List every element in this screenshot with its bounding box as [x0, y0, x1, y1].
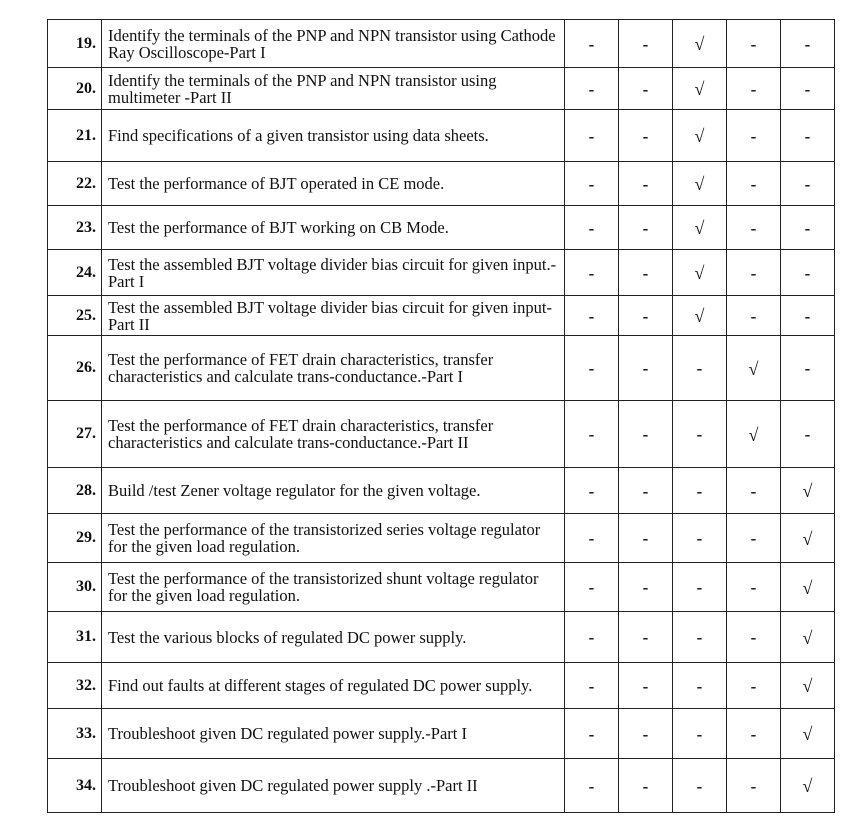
practical-description: Find out faults at different stages of regulated DC power supply.	[102, 663, 565, 709]
mapping-cell	[565, 663, 619, 709]
mapping-cell	[619, 110, 673, 162]
table-row	[48, 514, 835, 563]
mapping-cell	[565, 336, 619, 401]
practical-number: 32.	[48, 663, 102, 709]
table-row	[48, 336, 835, 401]
mapping-cell	[619, 468, 673, 514]
mapping-cell	[619, 612, 673, 663]
check-mark: √	[694, 263, 705, 283]
dash-mark: -	[804, 263, 811, 283]
table-row	[48, 110, 835, 162]
mapping-cell	[673, 296, 727, 336]
practical-description: Build /test Zener voltage regulator for the given voltage.	[102, 468, 565, 514]
mapping-cell	[781, 514, 835, 563]
dash-mark: -	[642, 34, 649, 54]
table-row	[48, 206, 835, 250]
mapping-cell	[781, 563, 835, 612]
check-mark: √	[802, 481, 813, 501]
check-mark: √	[694, 218, 705, 238]
dash-mark: -	[750, 628, 757, 647]
table-row	[48, 563, 835, 612]
mapping-cell	[619, 759, 673, 813]
mapping-cell	[565, 68, 619, 110]
dash-mark: -	[642, 724, 649, 744]
dash-mark: -	[696, 724, 703, 744]
mapping-cell	[781, 110, 835, 162]
mapping-cell	[619, 336, 673, 401]
dash-mark: -	[804, 306, 811, 326]
check-mark: √	[694, 126, 705, 146]
dash-mark: -	[642, 628, 649, 647]
practical-number: 24.	[48, 250, 102, 296]
mapping-cell	[565, 110, 619, 162]
table-row	[48, 759, 835, 813]
mapping-cell	[673, 162, 727, 206]
dash-mark: -	[750, 529, 757, 548]
practical-number: 25.	[48, 296, 102, 336]
dash-mark: -	[696, 628, 703, 647]
mapping-cell	[727, 563, 781, 612]
dash-mark: -	[642, 306, 649, 326]
table-row	[48, 612, 835, 663]
practical-description: Test the performance of FET drain characteristics, transfer characteristics and calculate trans-conductance.-Part I	[102, 336, 565, 401]
practical-description: Find specifications of a given transistor using data sheets.	[102, 110, 565, 162]
mapping-cell	[727, 162, 781, 206]
mapping-cell	[781, 759, 835, 813]
dash-mark: -	[642, 578, 649, 597]
dash-mark: -	[588, 776, 595, 796]
mapping-cell	[727, 401, 781, 468]
mapping-cell	[673, 514, 727, 563]
dash-mark: -	[588, 676, 595, 696]
check-mark: √	[802, 776, 813, 796]
mapping-cell	[727, 110, 781, 162]
dash-mark: -	[642, 126, 649, 146]
dash-mark: -	[588, 425, 595, 444]
dash-mark: -	[588, 481, 595, 501]
dash-mark: -	[588, 126, 595, 146]
check-mark: √	[694, 34, 705, 54]
mapping-cell	[619, 20, 673, 68]
mapping-cell	[727, 514, 781, 563]
mapping-cell	[673, 110, 727, 162]
check-mark: √	[802, 577, 813, 598]
mapping-cell	[727, 759, 781, 813]
mapping-cell	[619, 250, 673, 296]
mapping-cell	[565, 296, 619, 336]
mapping-cell	[619, 563, 673, 612]
mapping-cell	[565, 401, 619, 468]
dash-mark: -	[804, 126, 811, 146]
mapping-cell	[565, 162, 619, 206]
practicals-table	[47, 19, 835, 813]
dash-mark: -	[750, 306, 757, 326]
mapping-cell	[727, 709, 781, 759]
dash-mark: -	[588, 218, 595, 238]
mapping-cell	[673, 336, 727, 401]
dash-mark: -	[642, 79, 649, 99]
table-row	[48, 401, 835, 468]
mapping-cell	[673, 612, 727, 663]
mapping-cell	[727, 296, 781, 336]
dash-mark: -	[750, 79, 757, 99]
practical-description: Test the assembled BJT voltage divider bias circuit for given input-Part II	[102, 296, 565, 336]
dash-mark: -	[588, 263, 595, 283]
table-row	[48, 709, 835, 759]
mapping-cell	[619, 401, 673, 468]
table-row	[48, 296, 835, 336]
check-mark: √	[802, 627, 813, 648]
mapping-cell	[565, 709, 619, 759]
dash-mark: -	[750, 724, 757, 744]
mapping-cell	[781, 663, 835, 709]
dash-mark: -	[642, 776, 649, 796]
check-mark: √	[694, 79, 705, 99]
mapping-cell	[673, 563, 727, 612]
practical-description: Test the performance of BJT working on CB Mode.	[102, 206, 565, 250]
practical-description: Test the performance of the transistorized shunt voltage regulator for the given load regulation.	[102, 563, 565, 612]
dash-mark: -	[696, 578, 703, 597]
dash-mark: -	[642, 263, 649, 283]
practical-number: 26.	[48, 336, 102, 401]
mapping-cell	[781, 612, 835, 663]
mapping-cell	[781, 336, 835, 401]
table-row	[48, 162, 835, 206]
dash-mark: -	[642, 481, 649, 501]
mapping-cell	[673, 206, 727, 250]
mapping-cell	[673, 20, 727, 68]
mapping-cell	[565, 563, 619, 612]
practical-number: 31.	[48, 612, 102, 663]
practical-description: Test the various blocks of regulated DC power supply.	[102, 612, 565, 663]
mapping-cell	[619, 663, 673, 709]
practical-description: Test the performance of BJT operated in CE mode.	[102, 162, 565, 206]
mapping-cell	[619, 514, 673, 563]
dash-mark: -	[750, 34, 757, 54]
practical-number: 34.	[48, 759, 102, 813]
dash-mark: -	[588, 79, 595, 99]
dash-mark: -	[588, 628, 595, 647]
mapping-cell	[781, 468, 835, 514]
mapping-cell	[619, 162, 673, 206]
dash-mark: -	[588, 174, 595, 194]
mapping-cell	[781, 250, 835, 296]
mapping-cell	[727, 20, 781, 68]
dash-mark: -	[642, 676, 649, 696]
practical-number: 27.	[48, 401, 102, 468]
mapping-cell	[565, 250, 619, 296]
dash-mark: -	[750, 676, 757, 696]
dash-mark: -	[588, 578, 595, 597]
mapping-cell	[565, 759, 619, 813]
mapping-cell	[781, 709, 835, 759]
dash-mark: -	[750, 578, 757, 597]
mapping-cell	[727, 468, 781, 514]
check-mark: √	[802, 676, 813, 696]
table-row	[48, 20, 835, 68]
mapping-cell	[673, 401, 727, 468]
dash-mark: -	[804, 174, 811, 194]
dash-mark: -	[804, 79, 811, 99]
dash-mark: -	[642, 174, 649, 194]
mapping-cell	[565, 612, 619, 663]
dash-mark: -	[804, 218, 811, 238]
mapping-cell	[727, 68, 781, 110]
dash-mark: -	[642, 218, 649, 238]
dash-mark: -	[804, 359, 811, 378]
table-row	[48, 468, 835, 514]
mapping-cell	[727, 663, 781, 709]
dash-mark: -	[588, 359, 595, 378]
mapping-cell	[565, 514, 619, 563]
check-mark: √	[802, 724, 813, 744]
check-mark: √	[748, 424, 759, 445]
practical-number: 21.	[48, 110, 102, 162]
practical-description: Identify the terminals of the PNP and NPN transistor using Cathode Ray Oscilloscope-Part I	[102, 20, 565, 68]
practical-description: Troubleshoot given DC regulated power supply.-Part I	[102, 709, 565, 759]
practical-number: 20.	[48, 68, 102, 110]
dash-mark: -	[804, 34, 811, 54]
check-mark: √	[748, 358, 759, 379]
dash-mark: -	[696, 529, 703, 548]
practical-description: Identify the terminals of the PNP and NPN transistor using multimeter -Part II	[102, 68, 565, 110]
practical-description: Test the performance of the transistorized series voltage regulator for the given load regulation.	[102, 514, 565, 563]
mapping-cell	[673, 759, 727, 813]
dash-mark: -	[588, 34, 595, 54]
mapping-cell	[619, 709, 673, 759]
mapping-cell	[673, 468, 727, 514]
mapping-cell	[619, 68, 673, 110]
mapping-cell	[673, 709, 727, 759]
practical-number: 23.	[48, 206, 102, 250]
dash-mark: -	[588, 529, 595, 548]
practical-description: Test the performance of FET drain characteristics, transfer characteristics and calculate trans-conductance.-Part II	[102, 401, 565, 468]
practical-number: 28.	[48, 468, 102, 514]
mapping-cell	[727, 336, 781, 401]
mapping-cell	[565, 20, 619, 68]
table-row	[48, 250, 835, 296]
mapping-cell	[781, 68, 835, 110]
table-row	[48, 68, 835, 110]
practical-description: Troubleshoot given DC regulated power supply .-Part II	[102, 759, 565, 813]
check-mark: √	[694, 306, 705, 326]
dash-mark: -	[588, 724, 595, 744]
mapping-cell	[565, 468, 619, 514]
mapping-cell	[619, 296, 673, 336]
practicals-table-body	[48, 20, 835, 813]
dash-mark: -	[696, 776, 703, 796]
mapping-cell	[727, 206, 781, 250]
mapping-cell	[781, 401, 835, 468]
practical-number: 22.	[48, 162, 102, 206]
dash-mark: -	[750, 776, 757, 796]
dash-mark: -	[696, 676, 703, 696]
dash-mark: -	[696, 481, 703, 501]
mapping-cell	[781, 162, 835, 206]
dash-mark: -	[750, 263, 757, 283]
practical-number: 30.	[48, 563, 102, 612]
check-mark: √	[802, 528, 813, 549]
dash-mark: -	[696, 359, 703, 378]
dash-mark: -	[696, 425, 703, 444]
mapping-cell	[673, 663, 727, 709]
dash-mark: -	[750, 174, 757, 194]
practical-number: 29.	[48, 514, 102, 563]
practical-description: Test the assembled BJT voltage divider bias circuit for given input.-Part I	[102, 250, 565, 296]
practical-number: 33.	[48, 709, 102, 759]
table-row	[48, 663, 835, 709]
mapping-cell	[727, 250, 781, 296]
dash-mark: -	[642, 425, 649, 444]
dash-mark: -	[642, 359, 649, 378]
mapping-cell	[727, 612, 781, 663]
mapping-cell	[619, 206, 673, 250]
dash-mark: -	[642, 529, 649, 548]
mapping-cell	[673, 68, 727, 110]
check-mark: √	[694, 174, 705, 194]
mapping-cell	[565, 206, 619, 250]
mapping-cell	[781, 206, 835, 250]
mapping-cell	[673, 250, 727, 296]
practical-number: 19.	[48, 20, 102, 68]
dash-mark: -	[804, 425, 811, 444]
dash-mark: -	[588, 306, 595, 326]
dash-mark: -	[750, 218, 757, 238]
mapping-cell	[781, 20, 835, 68]
mapping-cell	[781, 296, 835, 336]
dash-mark: -	[750, 481, 757, 501]
dash-mark: -	[750, 126, 757, 146]
